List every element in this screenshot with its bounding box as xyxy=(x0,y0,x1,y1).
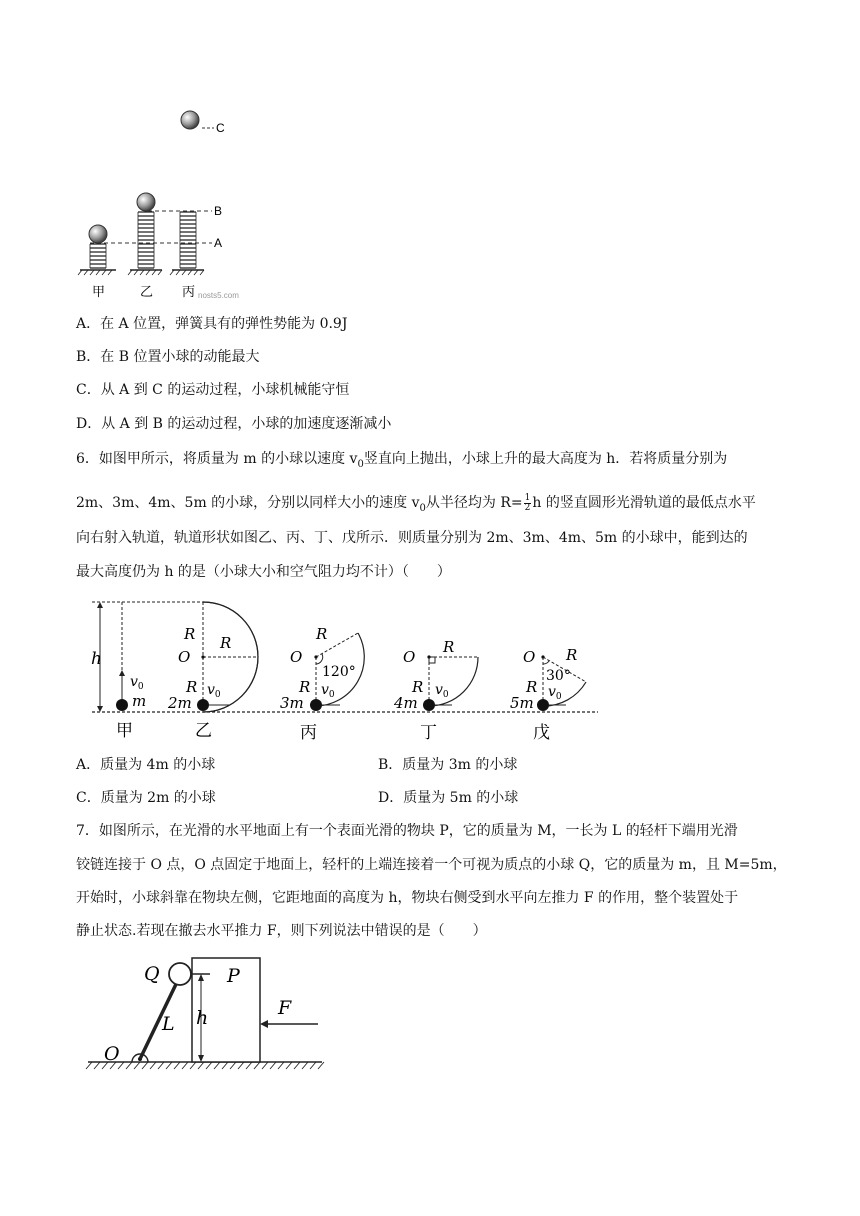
label-p: P xyxy=(227,965,240,987)
svg-text:v0: $v_0$ xyxy=(435,682,449,700)
label-2m: 2m xyxy=(168,694,192,712)
level-a-label: A xyxy=(214,236,223,250)
svg-text:R: R xyxy=(566,646,578,664)
label-bing-6: 丙 xyxy=(300,723,317,743)
spring-yi xyxy=(138,212,154,268)
label-5m: 5m xyxy=(510,694,534,712)
svg-text:R: R xyxy=(316,625,328,643)
q5-option-b: B．在 B 位置小球的动能最大 xyxy=(76,349,260,365)
label-h-q7: h xyxy=(196,1007,209,1029)
q6-option-c: C．质量为 2m 的小球 xyxy=(76,790,216,806)
block-rod-figure xyxy=(82,950,332,1080)
track-figure xyxy=(80,594,610,748)
label-jia: 甲 xyxy=(92,285,106,300)
label-4m: 4m xyxy=(394,694,418,712)
ball-5m xyxy=(537,699,549,711)
label-yi: 乙 xyxy=(140,285,154,300)
spring-figure xyxy=(70,100,250,305)
q6-option-b: B．质量为 3m 的小球 xyxy=(378,757,518,773)
level-c-label: C xyxy=(216,121,225,135)
label-bing: 丙 xyxy=(182,285,196,300)
ball-4m xyxy=(423,699,435,711)
svg-text:R: R xyxy=(220,634,232,652)
svg-text:R: R xyxy=(186,678,198,696)
ball-3m xyxy=(310,699,322,711)
label-jia-6: 甲 xyxy=(116,721,133,741)
ball-jia xyxy=(89,225,107,243)
svg-text:O: O xyxy=(523,648,536,666)
q6-stem-line4: 最大高度仍为 h 的是（小球大小和空气阻力均不计）（ ） xyxy=(76,564,451,580)
fraction-one-half: $\frac{1}{2}$ xyxy=(524,492,531,513)
q7-stem-line1: 7．如图所示，在光滑的水平地面上有一个表面光滑的物块 P，它的质量为 M，一长为 L 的轻杆下端用光滑 xyxy=(76,823,738,839)
svg-text:O: O xyxy=(178,648,191,666)
ball-q xyxy=(169,963,191,985)
label-f: F xyxy=(278,997,292,1019)
label-l: L xyxy=(162,1013,175,1035)
svg-text:120°: 120° xyxy=(322,664,356,680)
svg-text:R: R xyxy=(443,638,455,656)
label-o: O xyxy=(104,1043,120,1065)
q5-option-d: D．从 A 到 B 的运动过程，小球的加速度逐渐减小 xyxy=(76,416,392,432)
svg-text:R: R xyxy=(299,678,311,696)
ball-2m xyxy=(197,699,209,711)
label-q: Q xyxy=(144,963,160,985)
h-label: h xyxy=(91,649,102,669)
svg-text:O: O xyxy=(290,648,303,666)
q6-stem-line3: 向右射入轨道，轨道形状如图乙、丙、丁、戊所示．则质量分别为 2m、3m、4m、5m 的小球中，能到达的 xyxy=(76,530,748,546)
ball-at-c xyxy=(181,111,199,129)
q6-option-a: A．质量为 4m 的小球 xyxy=(76,757,216,773)
v0-label-jia: $v_0$ xyxy=(130,674,144,692)
svg-text:v0: $v_0$ xyxy=(321,682,335,700)
level-b-label: B xyxy=(214,204,223,218)
q7-stem-line4: 静止状态.若现在撤去水平推力 F，则下列说法中错误的是（ ） xyxy=(76,923,487,939)
q7-stem-line3: 开始时，小球斜靠在物块左侧，它距地面的高度为 h，物块右侧受到水平向左推力 F 的作用，整个装置处于 xyxy=(76,890,739,906)
svg-text:30°: 30° xyxy=(546,668,571,684)
q5-option-c: C．从 A 到 C 的运动过程，小球机械能守恒 xyxy=(76,382,350,398)
q5-option-a: A．在 A 位置，弹簧具有的弹性势能为 0.9J xyxy=(76,316,348,332)
label-yi-6: 乙 xyxy=(195,721,212,741)
ball-yi xyxy=(137,193,155,211)
spring-jia xyxy=(90,244,106,268)
label-wu-6: 戊 xyxy=(533,723,550,743)
svg-text:R: R xyxy=(526,678,538,696)
m-label: m xyxy=(132,692,147,710)
q6-stem-line2: 2m、3m、4m、5m 的小球，分别以同样大小的速度 $v_0$从半径均为 R= $\frac{1}{2}$ h 的竖直圆形光滑轨道的最低点水平 xyxy=(76,492,756,514)
svg-text:v0: $v_0$ xyxy=(548,684,562,702)
svg-text:R: R xyxy=(412,678,424,696)
ball-m xyxy=(116,699,128,711)
q6-option-d: D．质量为 5m 的小球 xyxy=(378,790,519,806)
q6-stem-line1: 6．如图甲所示，将质量为 m 的小球以速度 $v_0$竖直向上抛出，小球上升的最大高度为 h．若将质量分别为 xyxy=(76,451,728,470)
svg-text:O: O xyxy=(403,648,416,666)
label-ding-6: 丁 xyxy=(420,723,437,743)
q7-stem-line2: 铰链连接于 O 点，O 点固定于地面上，轻杆的上端连接着一个可视为质点的小球 Q，它的质量为 m，且 M=5m， xyxy=(76,857,787,873)
watermark: nosts5.com xyxy=(198,291,239,300)
svg-text:v0: $v_0$ xyxy=(207,682,221,700)
svg-text:R: R xyxy=(184,625,196,643)
spring-bing xyxy=(180,212,196,268)
label-3m: 3m xyxy=(280,694,304,712)
